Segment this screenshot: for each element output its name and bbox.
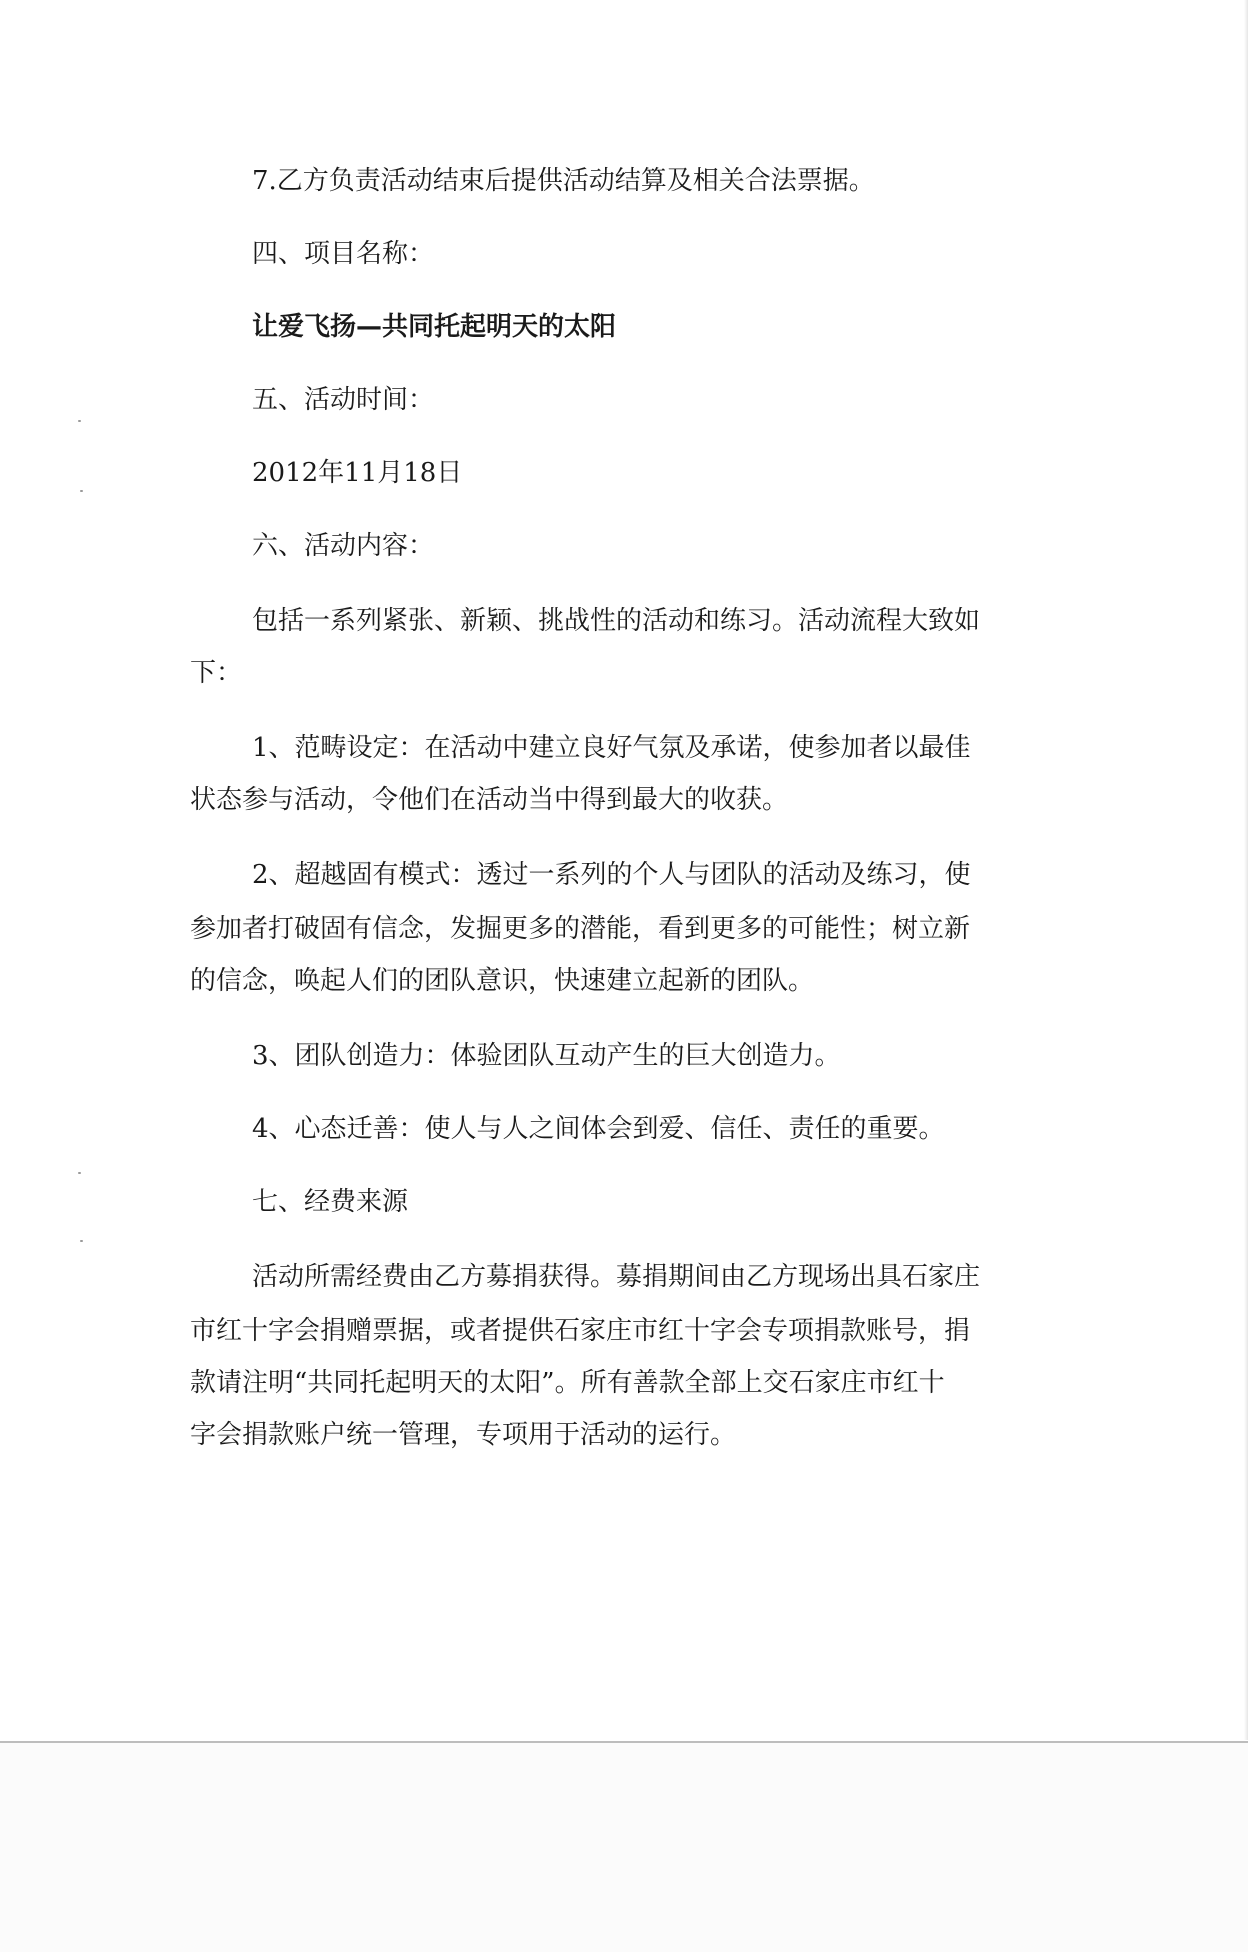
scan-speck [78,420,81,422]
activity-date: 2012年11月18日 [252,458,463,488]
section-4-heading: 四、项目名称： [252,239,435,269]
section-7-heading: 七、经费来源 [252,1187,409,1217]
section-6-heading: 六、活动内容： [252,531,435,561]
project-name: 让爱飞扬—共同托起明天的太阳 [252,312,617,342]
item-3: 3、团队创造力：体验团队互动产生的巨大创造力。 [252,1041,841,1071]
content-intro-line-1: 包括一系列紧张、新颖、挑战性的活动和练习。活动流程大致如 [252,606,981,636]
scan-speck [78,1172,81,1174]
content-intro-line-2: 下： [190,658,243,688]
item-4: 4、心态迁善：使人与人之间体会到爱、信任、责任的重要。 [252,1114,945,1144]
clause-7: 7.乙方负责活动结束后提供活动结算及相关合法票据。 [252,166,875,196]
scan-background [0,1743,1248,1952]
funding-line-3: 款请注明“共同托起明天的太阳”。所有善款全部上交石家庄市红十 [190,1368,945,1398]
item-2-line-3: 的信念，唤起人们的团队意识，快速建立起新的团队。 [190,966,815,996]
scan-speck [80,490,83,492]
funding-line-2: 市红十字会捐赠票据，或者提供石家庄市红十字会专项捐款账号，捐 [190,1316,971,1346]
item-1-line-2: 状态参与活动，令他们在活动当中得到最大的收获。 [190,785,789,815]
funding-line-4: 字会捐款账户统一管理，专项用于活动的运行。 [190,1420,737,1450]
page-edge-shadow [1244,0,1248,1740]
item-2-line-1: 2、超越固有模式：透过一系列的个人与团队的活动及练习，使 [252,860,971,890]
item-1-line-1: 1、范畴设定：在活动中建立良好气氛及承诺，使参加者以最佳 [252,733,971,763]
item-2-line-2: 参加者打破固有信念，发掘更多的潜能，看到更多的可能性；树立新 [190,914,971,944]
scan-speck [80,1240,83,1242]
section-5-heading: 五、活动时间： [252,385,435,415]
funding-line-1: 活动所需经费由乙方募捐获得。募捐期间由乙方现场出具石家庄 [252,1262,981,1292]
